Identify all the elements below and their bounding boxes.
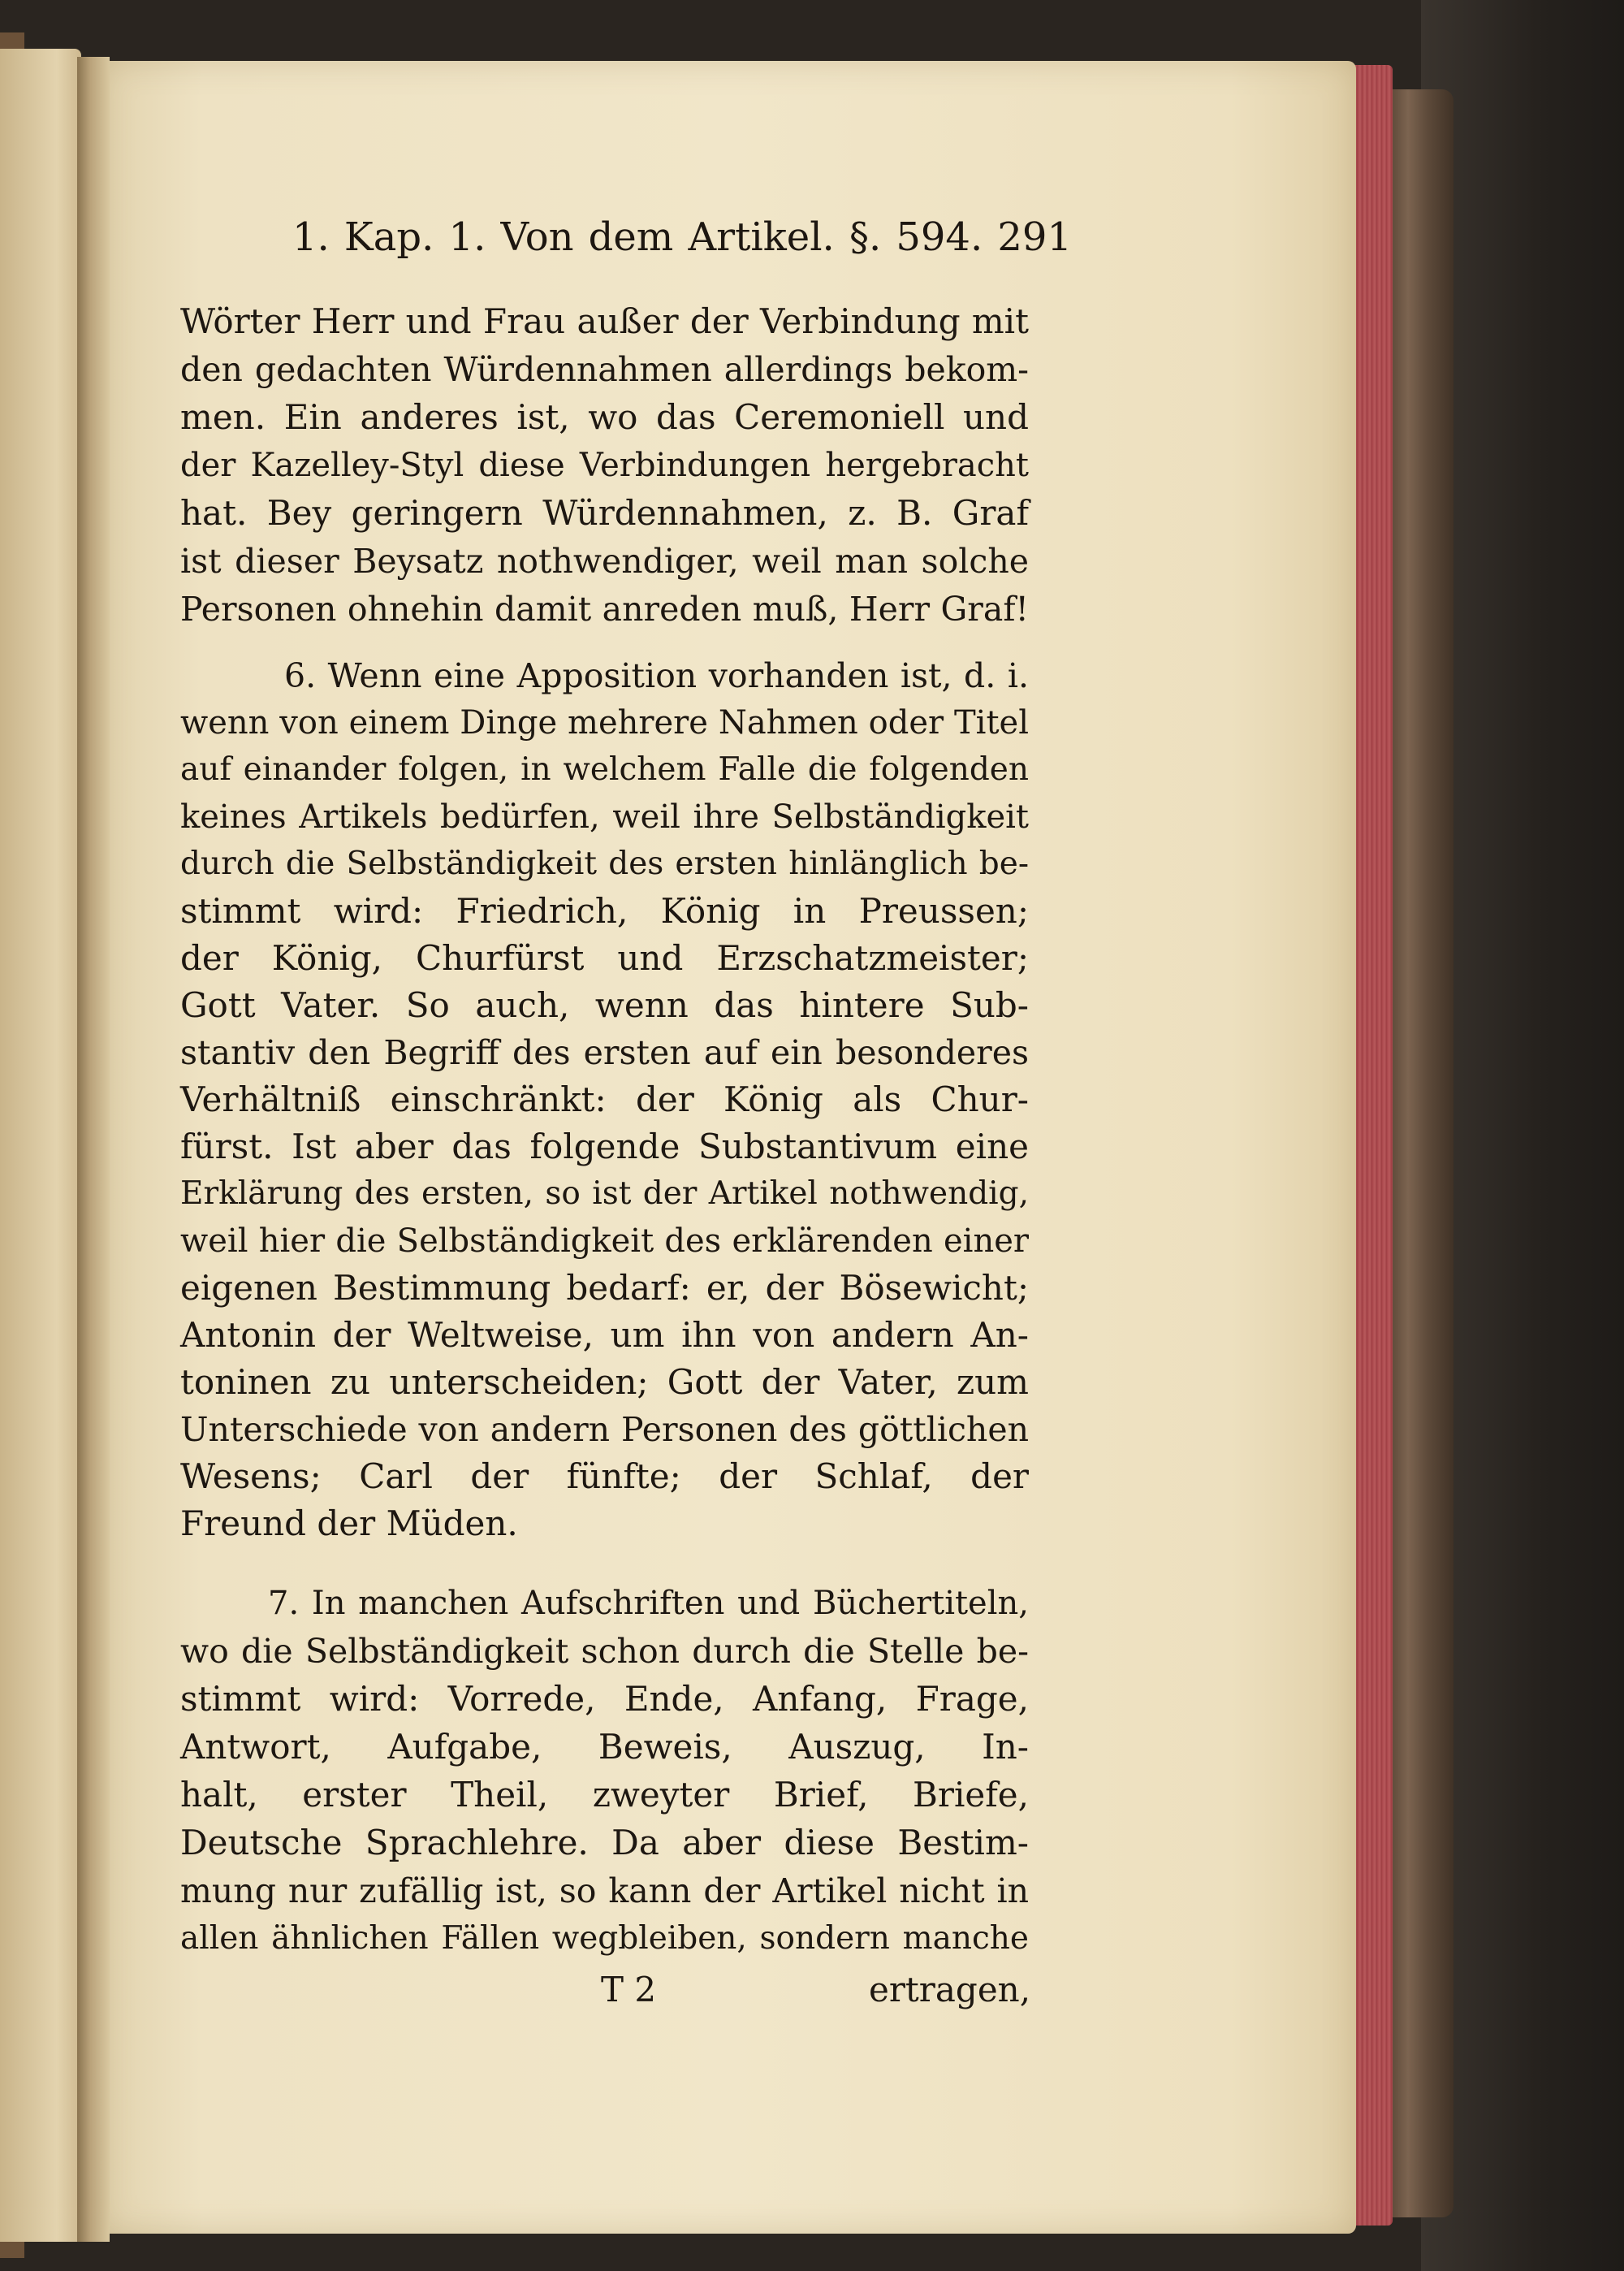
text-line: der König, Churfürst und Erzschatzmeister; — [180, 938, 1029, 978]
section-number: §. 594. — [849, 214, 983, 260]
text-line: keines Artikels bedürfen, weil ihre Selbständigkeit — [180, 798, 1029, 836]
text-line: eigenen Bestimmung bedarf: er, der Bösewicht; — [180, 1268, 1029, 1308]
text-line: 6. Wenn eine Apposition vorhanden ist, d. i. — [284, 656, 1029, 695]
text-line: auf einander folgen, in welchem Falle die folgenden — [180, 751, 1029, 788]
text-line: Wörter Herr und Frau außer der Verbindung mit — [180, 301, 1029, 341]
page-number: 291 — [997, 214, 1072, 260]
text-line: Freund der Müden. — [180, 1503, 518, 1543]
text-line: Unterschiede von andern Personen des göttlichen — [180, 1410, 1029, 1449]
text-line: den gedachten Würdennahmen allerdings bekom- — [180, 350, 1029, 389]
catchword: ertragen, — [869, 1970, 1031, 2009]
text-line: weil hier die Selbständigkeit des erklärenden einer — [180, 1222, 1029, 1260]
text-line: Wesens; Carl der fünfte; der Schlaf, der — [180, 1456, 1029, 1496]
text-line: men. Ein anderes ist, wo das Ceremoniell und — [180, 397, 1029, 437]
text-line: Verhältniß einschränkt: der König als Chur- — [180, 1079, 1029, 1119]
text-line: hat. Bey geringern Würdennahmen, z. B. Graf — [180, 493, 1029, 533]
text-line: 7. In manchen Aufschriften und Büchertiteln, — [268, 1585, 1029, 1622]
text-line: wo die Selbständigkeit schon durch die Stelle be- — [180, 1632, 1029, 1671]
text-line: Deutsche Sprachlehre. Da aber diese Bestim- — [180, 1823, 1029, 1862]
text-line: fürst. Ist aber das folgende Substantivum eine — [180, 1127, 1029, 1166]
text-line: der Kazelley-Styl diese Verbindungen hergebracht — [180, 447, 1029, 484]
text-line: toninen zu unterscheiden; Gott der Vater, zum — [180, 1362, 1029, 1402]
text-line: wenn von einem Dinge mehrere Nahmen oder Titel — [180, 704, 1029, 742]
text-line: Personen ohnehin damit anreden muß, Herr Graf! — [180, 590, 1029, 629]
text-line: stimmt wird: Vorrede, Ende, Anfang, Frage, — [180, 1679, 1029, 1719]
text-line: halt, erster Theil, zweyter Brief, Briefe, — [180, 1775, 1029, 1815]
text-line: ist dieser Beysatz nothwendiger, weil man solche — [180, 542, 1029, 581]
text-line: mung nur zufällig ist, so kann der Artikel nicht in — [180, 1871, 1029, 1910]
text-line: durch die Selbständigkeit des ersten hinlänglich be- — [180, 846, 1029, 882]
running-title: 1. Kap. 1. Von dem Artikel. — [292, 214, 835, 260]
text-line: stantiv den Begriff des ersten auf ein besonderes — [180, 1033, 1029, 1072]
text-line: allen ähnlichen Fällen wegbleiben, sondern manche — [180, 1920, 1029, 1957]
signature-mark: T 2 — [601, 1970, 657, 2009]
running-header — [292, 213, 1072, 262]
text-line: Erklärung des ersten, so ist der Artikel nothwendig, — [180, 1175, 1029, 1212]
text-line: Antonin der Weltweise, um ihn von andern An- — [180, 1315, 1029, 1355]
text-line: Antwort, Aufgabe, Beweis, Auszug, In- — [180, 1727, 1029, 1767]
text-line: stimmt wird: Friedrich, König in Preussen; — [180, 891, 1029, 931]
text-line: Gott Vater. So auch, wenn das hintere Sub- — [180, 985, 1029, 1025]
